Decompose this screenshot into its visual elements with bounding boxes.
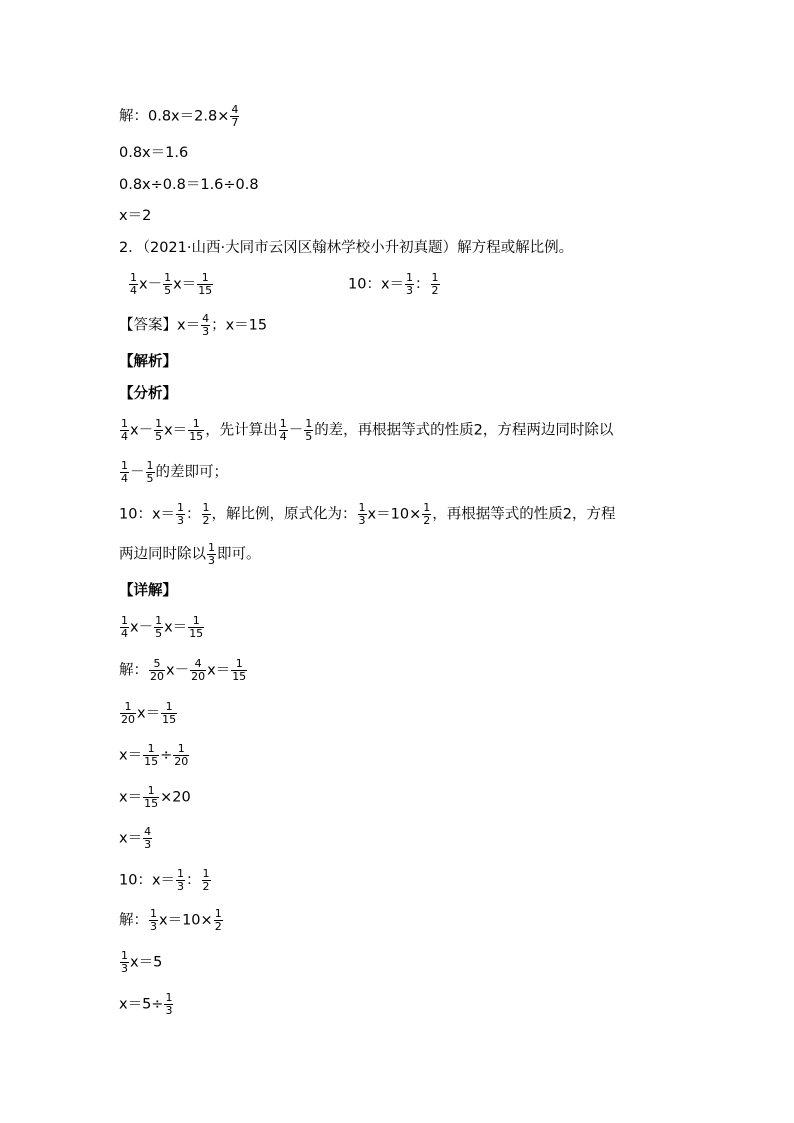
fraction (149, 908, 158, 933)
fraction (422, 502, 431, 527)
fraction (188, 615, 204, 640)
text-segment: x－ (166, 662, 190, 679)
fraction-denominator: 5 (155, 430, 163, 443)
fraction-numerator: 1 (130, 271, 137, 284)
fraction-denominator: 15 (144, 755, 159, 768)
analysis-heading (119, 352, 177, 372)
fraction (304, 418, 313, 443)
fraction-numerator: 1 (279, 417, 287, 430)
fraction (431, 272, 440, 297)
text-segment: 0.8x÷0.8＝1.6÷0.8 (119, 177, 259, 193)
text-segment: 【答案】x＝ (119, 317, 201, 334)
fraction-denominator: 4 (130, 284, 137, 297)
fraction (149, 658, 165, 683)
fraction-numerator: 1 (161, 701, 177, 714)
fraction-numerator: 4 (144, 825, 152, 838)
fraction-denominator: 3 (150, 920, 157, 933)
fraction-numerator: 1 (208, 541, 215, 554)
fraction-denominator: 4 (121, 430, 128, 443)
text-segment: 2．（2021·山西·大同市云冈区翰林学校小升初真题）解方程或解比例。 (119, 240, 574, 256)
detail-line-5 (119, 785, 191, 810)
fraction (129, 272, 138, 297)
text-segment: ×20 (160, 789, 191, 806)
fraction-numerator: 1 (121, 459, 128, 472)
fraction-numerator: 1 (143, 785, 159, 798)
text-segment: x＝ (119, 830, 143, 847)
fraction-numerator: 1 (177, 867, 185, 880)
fraction-denominator: 3 (208, 554, 215, 567)
text-segment: 的差即可； (155, 464, 228, 481)
fraction (201, 313, 210, 338)
breakdown-text-3 (119, 502, 615, 527)
breakdown-text-1 (119, 418, 613, 443)
fraction (154, 418, 163, 443)
fraction (120, 701, 136, 726)
fraction-numerator: 1 (358, 501, 366, 514)
text-segment: x＝ (164, 422, 188, 439)
fraction-denominator: 20 (174, 755, 189, 768)
fraction-numerator: 1 (143, 743, 159, 756)
text-segment: ，再根据等式的性质2，方程 (432, 506, 616, 523)
detail-line-2 (119, 658, 248, 683)
breakdown-text-4 (119, 542, 261, 567)
fraction-numerator: 1 (121, 949, 128, 962)
fraction-denominator: 5 (146, 472, 154, 485)
text-segment: 10：x＝ (119, 872, 176, 889)
fraction-denominator: 2 (431, 284, 439, 297)
fraction (197, 272, 213, 297)
fraction (163, 272, 172, 297)
question-heading (119, 238, 573, 258)
fraction-denominator: 3 (177, 514, 185, 527)
fraction (230, 104, 239, 129)
text-segment: ： (186, 506, 201, 523)
fraction-numerator: 1 (188, 418, 204, 431)
text-segment: x＝10× (159, 912, 213, 929)
text-segment: x＝ (119, 789, 143, 806)
text-segment: 【分析】 (119, 386, 177, 402)
text-segment: x＝10× (367, 506, 422, 523)
text-segment: x＝5÷ (119, 996, 164, 1013)
text-segment: ： (415, 276, 430, 293)
detail-heading (119, 581, 177, 601)
fraction (120, 950, 129, 975)
line-3 (119, 175, 259, 195)
fraction (190, 658, 206, 683)
text-segment: ，先计算出 (205, 422, 278, 439)
fraction-denominator: 2 (214, 920, 222, 933)
fraction-numerator: 1 (146, 459, 154, 472)
answer-line (119, 313, 267, 338)
fraction (176, 502, 185, 527)
fraction-numerator: 5 (149, 658, 165, 671)
text-segment: 10：x＝ (348, 276, 405, 293)
fraction-denominator: 3 (165, 1004, 173, 1017)
text-segment: － (288, 422, 304, 439)
fraction-numerator: 1 (188, 615, 204, 628)
fraction-numerator: 1 (165, 991, 173, 1004)
fraction-numerator: 1 (173, 743, 189, 756)
text-segment: x＝ (137, 705, 161, 722)
fraction-denominator: 15 (232, 670, 247, 683)
text-segment: 解： (119, 662, 148, 679)
text-segment: 的差，再根据等式的性质2，方程两边同时除以 (314, 422, 614, 439)
fraction-denominator: 5 (305, 430, 313, 443)
text-segment: 解：0.8x＝2.8× (119, 108, 230, 125)
fraction-numerator: 1 (202, 501, 210, 514)
fraction-denominator: 4 (279, 430, 287, 443)
detail-line-8 (119, 908, 224, 933)
fraction-numerator: 1 (305, 417, 313, 430)
detail-line-6 (119, 826, 153, 851)
fraction-numerator: 1 (423, 501, 431, 514)
text-segment: x＝5 (130, 954, 163, 971)
text-segment: ，解比例，原式化为： (211, 506, 357, 523)
fraction (188, 418, 204, 443)
fraction (120, 418, 129, 443)
text-segment: x＝2 (119, 208, 152, 224)
text-segment: 【详解】 (119, 583, 177, 599)
fraction (120, 460, 129, 485)
text-segment: 解： (119, 912, 148, 929)
text-segment: x－ (130, 422, 154, 439)
fraction-denominator: 15 (198, 284, 213, 297)
text-segment: ： (186, 872, 201, 889)
fraction-numerator: 1 (150, 907, 157, 920)
fraction-denominator: 3 (202, 325, 210, 338)
fraction-numerator: 1 (120, 701, 136, 714)
fraction (202, 868, 211, 893)
fraction (143, 826, 152, 851)
fraction-numerator: 1 (431, 271, 439, 284)
fraction-denominator: 2 (202, 880, 210, 893)
fraction-numerator: 4 (231, 103, 239, 116)
fraction-denominator: 15 (162, 713, 177, 726)
fraction (207, 542, 216, 567)
fraction-numerator: 1 (197, 272, 213, 285)
fraction-denominator: 15 (189, 430, 204, 443)
fraction (405, 272, 414, 297)
equation-2 (348, 272, 441, 297)
text-segment: 10：x＝ (119, 506, 176, 523)
equation-1 (128, 272, 214, 297)
line-2 (119, 143, 188, 163)
fraction-numerator: 1 (121, 614, 128, 627)
fraction (231, 658, 247, 683)
fraction-denominator: 4 (121, 627, 128, 640)
detail-line-1 (119, 615, 205, 640)
text-segment: － (130, 464, 145, 481)
breakdown-heading (119, 384, 177, 404)
line-4 (119, 206, 151, 226)
fraction (214, 908, 223, 933)
text-segment: x－ (139, 276, 163, 293)
fraction-numerator: 1 (155, 614, 163, 627)
fraction-denominator: 15 (189, 627, 204, 640)
text-segment: x＝ (207, 662, 231, 679)
detail-line-9 (119, 950, 162, 975)
fraction-denominator: 20 (191, 670, 206, 683)
fraction (146, 460, 155, 485)
fraction-denominator: 3 (144, 838, 152, 851)
fraction (143, 785, 159, 810)
fraction-denominator: 20 (150, 670, 164, 683)
detail-line-10 (119, 992, 174, 1017)
text-segment: ÷ (160, 747, 173, 764)
fraction (164, 992, 173, 1017)
detail-line-4 (119, 743, 190, 768)
text-segment: 0.8x＝1.6 (119, 145, 189, 161)
fraction (358, 502, 367, 527)
text-segment: 两边同时除以 (119, 546, 206, 563)
fraction-denominator: 5 (164, 284, 172, 297)
fraction (143, 743, 159, 768)
text-segment: ；x＝15 (211, 317, 268, 334)
fraction-numerator: 4 (190, 658, 206, 671)
text-segment: x＝ (164, 619, 188, 636)
fraction-numerator: 1 (231, 658, 247, 671)
fraction (202, 502, 211, 527)
fraction-numerator: 1 (121, 417, 128, 430)
fraction-denominator: 2 (423, 514, 431, 527)
fraction-denominator: 7 (231, 116, 239, 129)
fraction-denominator: 3 (121, 962, 128, 975)
fraction-denominator: 3 (406, 284, 414, 297)
detail-line-3 (119, 701, 178, 726)
breakdown-text-2 (119, 460, 228, 485)
fraction (120, 615, 129, 640)
fraction (279, 418, 288, 443)
fraction (161, 701, 177, 726)
fraction-numerator: 4 (202, 312, 210, 325)
fraction (176, 868, 185, 893)
text-segment: 【解析】 (119, 354, 177, 370)
fraction-numerator: 1 (155, 417, 163, 430)
text-segment: 即可。 (217, 546, 261, 563)
fraction-numerator: 1 (164, 271, 172, 284)
fraction-denominator: 5 (155, 627, 163, 640)
text-segment: x＝ (119, 747, 143, 764)
fraction-numerator: 1 (177, 501, 185, 514)
fraction-denominator: 20 (121, 713, 135, 726)
fraction (154, 615, 163, 640)
fraction-numerator: 1 (214, 907, 222, 920)
fraction-denominator: 4 (121, 472, 128, 485)
fraction (173, 743, 189, 768)
fraction-denominator: 2 (202, 514, 210, 527)
text-segment: x－ (130, 619, 154, 636)
fraction-numerator: 1 (202, 867, 210, 880)
fraction-denominator: 15 (144, 797, 159, 810)
line-1 (119, 104, 240, 129)
detail-line-7 (119, 868, 212, 893)
text-segment: x＝ (173, 276, 197, 293)
fraction-denominator: 3 (177, 880, 185, 893)
fraction-denominator: 3 (358, 514, 366, 527)
fraction-numerator: 1 (406, 271, 414, 284)
